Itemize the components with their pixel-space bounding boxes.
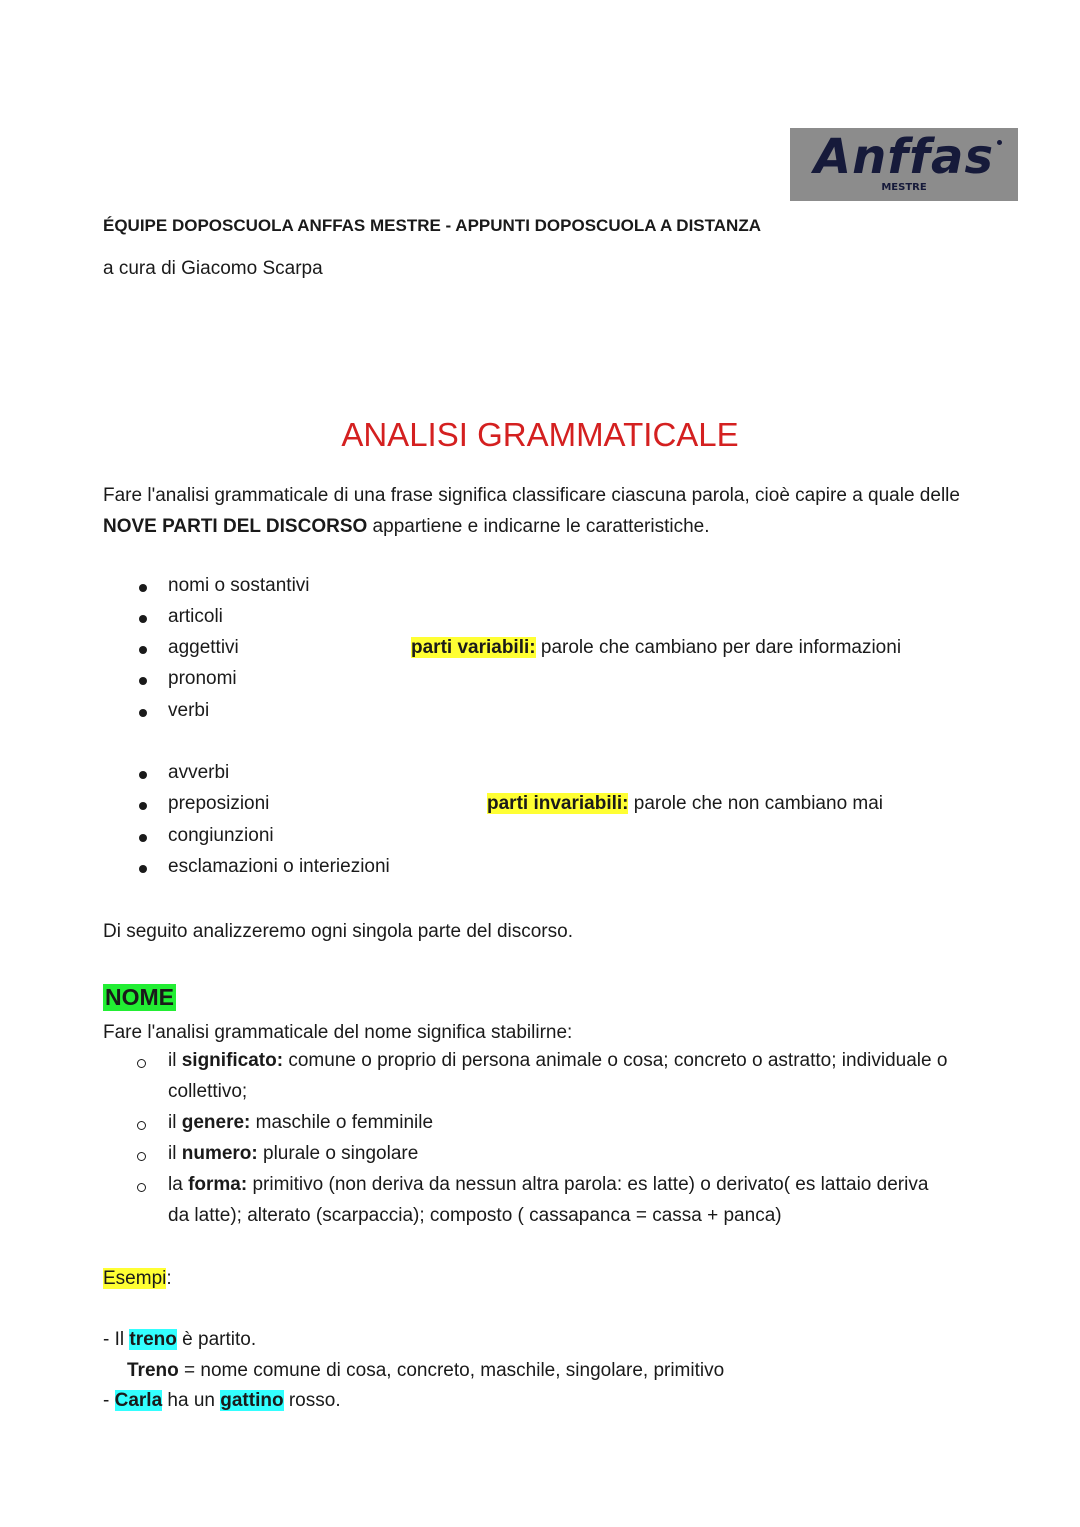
analysis-text: = nome comune di cosa, concreto, maschile, singolare, primitivo	[178, 1360, 725, 1381]
circle-bullet-icon	[137, 1183, 146, 1192]
examples-label: Esempi	[103, 1268, 167, 1289]
examples-colon: :	[166, 1268, 172, 1289]
list-item: avverbi	[168, 762, 230, 783]
example-suffix: rosso.	[283, 1390, 341, 1411]
list-item: esclamazioni o interiezioni	[168, 856, 390, 877]
anffas-logo	[790, 128, 1018, 201]
logo-subtitle: MESTRE	[881, 182, 927, 193]
invariable-parts-label: parti invariabili:	[487, 793, 629, 814]
example-1	[103, 1324, 256, 1355]
list-item: congiunzioni	[168, 825, 274, 846]
examples-heading	[103, 1263, 172, 1294]
registered-mark-icon	[997, 140, 1002, 145]
intro-line-1: Fare l'analisi grammaticale di una frase significa classificare ciascuna parola, cioè capire a quale delle	[103, 485, 960, 506]
list-item: verbi	[168, 700, 210, 721]
example-2	[103, 1385, 341, 1416]
variable-parts-desc: parole che cambiano per dare informazioni	[535, 637, 902, 658]
example-prefix: -	[103, 1390, 115, 1411]
circle-bullet-icon	[137, 1121, 146, 1130]
example-prefix: - Il	[103, 1329, 130, 1350]
highlighted-word: Carla	[114, 1390, 163, 1411]
example-middle: ha un	[162, 1390, 221, 1411]
circle-bullet-icon	[137, 1152, 146, 1161]
bullet-icon	[139, 771, 147, 779]
highlighted-word: treno	[129, 1329, 177, 1350]
nome-intro: Fare l'analisi grammaticale del nome significa stabilirne:	[103, 1022, 573, 1043]
point-term: genere:	[181, 1112, 251, 1133]
intro-line-2	[103, 511, 709, 542]
point-prefix: il	[168, 1050, 182, 1071]
list-item: articoli	[168, 606, 223, 627]
invariable-parts-note	[487, 793, 883, 815]
bullet-icon	[139, 646, 147, 654]
bullet-icon	[139, 709, 147, 717]
point-text: plurale o singolare	[257, 1143, 419, 1164]
point-prefix: il	[168, 1143, 182, 1164]
circle-bullet-icon	[137, 1059, 146, 1068]
variable-parts-note	[411, 637, 901, 659]
logo-wordmark: Anffas	[813, 129, 995, 185]
analysis-word: Treno	[127, 1360, 179, 1381]
list-item-continuation: da latte); alterato (scarpaccia); composto ( cassapanca = cassa + panca)	[168, 1205, 782, 1226]
bullet-icon	[139, 584, 147, 592]
header-title: ÉQUIPE DOPOSCUOLA ANFFAS MESTRE - APPUNTI DOPOSCUOLA A DISTANZA	[103, 216, 761, 235]
point-term: significato:	[181, 1050, 284, 1071]
bullet-icon	[139, 802, 147, 810]
point-term: numero:	[181, 1143, 258, 1164]
list-item: nomi o sostantivi	[168, 575, 310, 596]
list-item: preposizioni	[168, 793, 270, 814]
variable-parts-label: parti variabili:	[411, 637, 536, 658]
example-1-analysis	[127, 1355, 724, 1386]
bullet-icon	[139, 677, 147, 685]
point-text: maschile o femminile	[250, 1112, 434, 1133]
example-suffix: è partito.	[176, 1329, 257, 1350]
intro-bold: NOVE PARTI DEL DISCORSO	[103, 516, 368, 537]
list-item-continuation: collettivo;	[168, 1081, 248, 1102]
point-text: comune o proprio di persona animale o cosa; concreto o astratto; individuale o	[283, 1050, 948, 1071]
list-item: aggettivi	[168, 637, 239, 658]
list-item	[168, 1112, 433, 1134]
point-prefix: il	[168, 1112, 182, 1133]
intro-rest: appartiene e indicarne le caratteristiche.	[367, 516, 710, 537]
author-line: a cura di Giacomo Scarpa	[103, 258, 323, 279]
section-heading-nome: NOME	[105, 984, 174, 1010]
invariable-parts-desc: parole che non cambiano mai	[628, 793, 884, 814]
bullet-icon	[139, 615, 147, 623]
point-prefix: la	[168, 1174, 189, 1195]
point-term: forma:	[188, 1174, 248, 1195]
bullet-icon	[139, 834, 147, 842]
list-item: pronomi	[168, 668, 237, 689]
followup-text: Di seguito analizzeremo ogni singola parte del discorso.	[103, 921, 573, 942]
list-item	[168, 1143, 418, 1165]
highlighted-word: gattino	[220, 1390, 284, 1411]
point-text: primitivo (non deriva da nessun altra parola: es latte) o derivato( es lattaio deriva	[247, 1174, 929, 1195]
list-item	[168, 1174, 928, 1196]
page-title: ANALISI GRAMMATICALE	[341, 416, 739, 453]
list-item	[168, 1050, 947, 1072]
bullet-icon	[139, 865, 147, 873]
